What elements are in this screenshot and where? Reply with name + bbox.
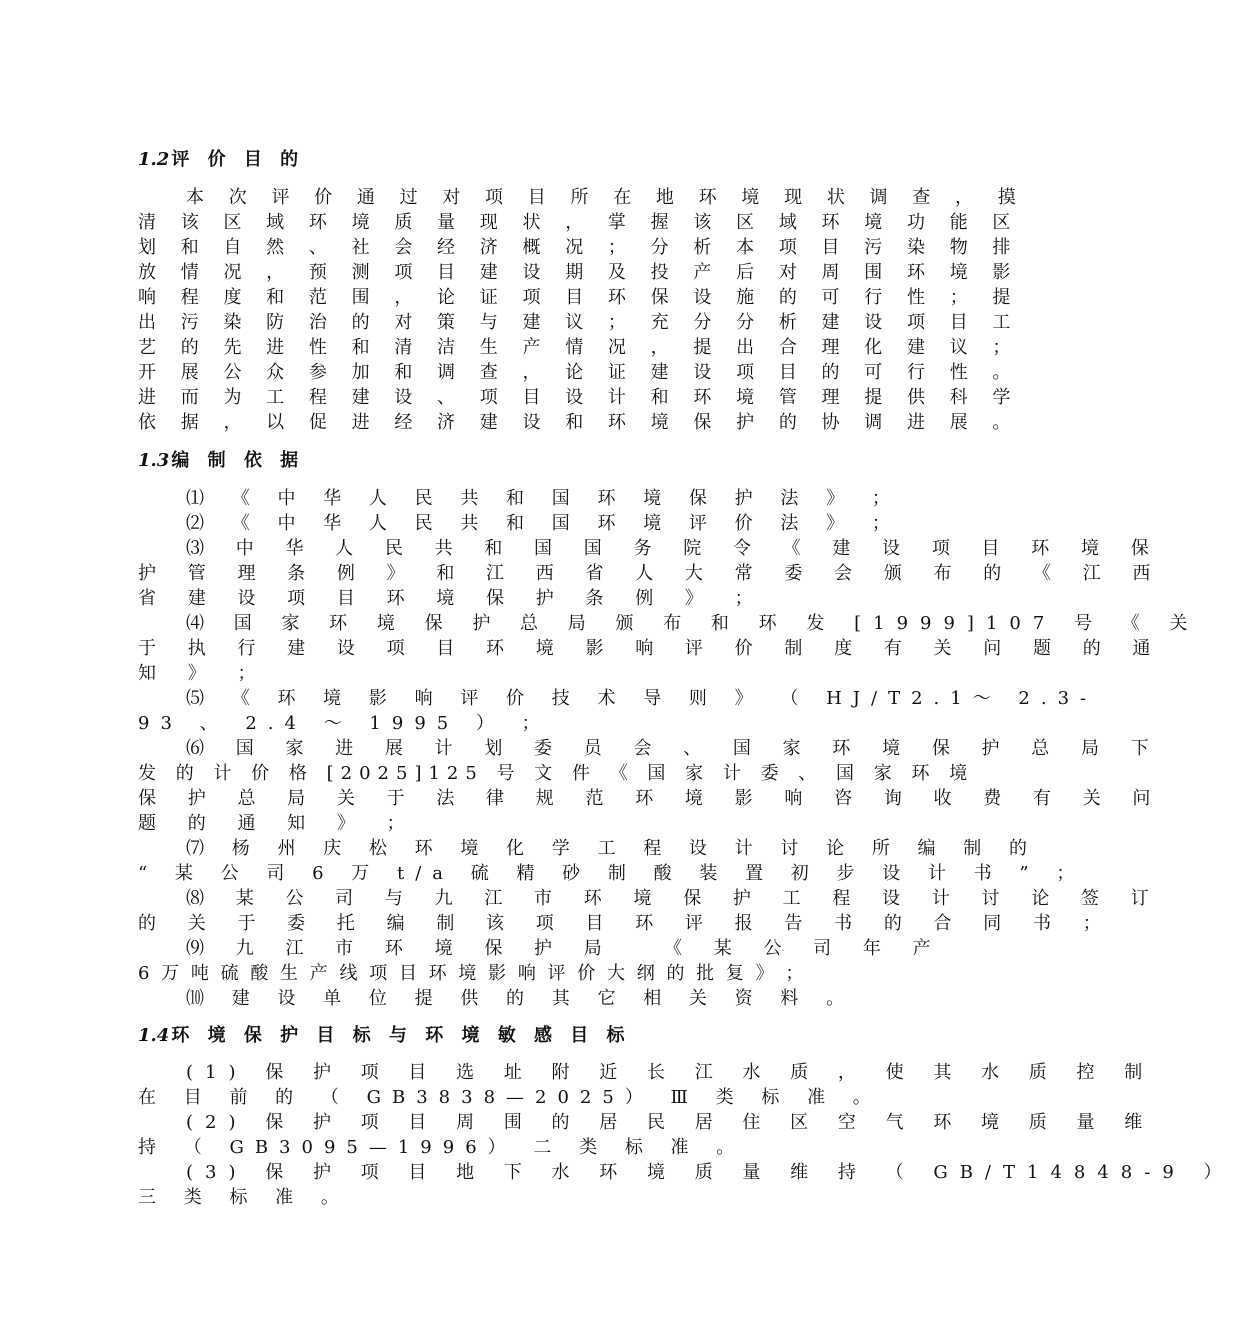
paragraph-line: 本 次 评 价 通 过 对 项 目 所 在 地 环 境 现 状 调 查 ， 摸 bbox=[186, 187, 1026, 208]
list-item: ⑽ 建 设 单 位 提 供 的 其 它 相 关 资 料 。 bbox=[186, 988, 856, 1009]
list-item: ⑹ 国 家 进 展 计 划 委 员 会 、 国 家 环 境 保 护 总 局 下 bbox=[186, 738, 1162, 759]
list-item: ⑷ 国 家 环 境 保 护 总 局 颁 布 和 环 发 [1999]107 号 《 关 bbox=[186, 613, 1200, 634]
list-item-cont: 三 类 标 准 。 bbox=[138, 1187, 350, 1208]
list-item: ⑶ 中 华 人 民 共 和 国 国 务 院 令 《 建 设 项 目 环 境 保 bbox=[186, 538, 1162, 559]
list-item-cont: 省 建 设 项 目 环 境 保 护 条 例 》 ； bbox=[138, 588, 766, 609]
section-title: 评 价 目 的 bbox=[171, 149, 305, 170]
list-item-cont: 发 的 计 价 格 [2025]125 号 文 件 《 国 家 计 委 、 国 家 环 境 bbox=[138, 763, 975, 784]
list-item-cont: 6 万 吨 硫 酸 生 产 线 项 目 环 境 影 响 评 价 大 纲 的 批 复 》 ； bbox=[138, 963, 807, 984]
paragraph-line: 响 程 度 和 范 围 ， 论 证 项 目 环 保 设 施 的 可 行 性 ； 提 bbox=[138, 287, 1020, 308]
list-item-cont: 保 护 总 局 关 于 法 律 规 范 环 境 影 响 咨 询 收 费 有 关 问 bbox=[138, 788, 1164, 809]
list-item: (2) 保 护 项 目 周 围 的 居 民 居 住 区 空 气 环 境 质 量 维 bbox=[186, 1112, 1155, 1133]
list-item: ⑺ 杨 州 庆 松 环 境 化 学 工 程 设 计 讨 论 所 编 制 的 bbox=[186, 838, 1038, 859]
list-item-cont: 的 关 于 委 托 编 制 该 项 目 环 评 报 告 书 的 合 同 书 ； bbox=[138, 913, 1114, 934]
section-number: 1.3 bbox=[138, 450, 170, 471]
section-title: 环 境 保 护 目 标 与 环 境 敏 感 目 标 bbox=[171, 1025, 631, 1046]
list-item: ⑼ 九 江 市 环 境 保 护 局 bbox=[186, 938, 615, 959]
paragraph-line: 进 而 为 工 程 建 设 、 项 目 设 计 和 环 境 管 理 提 供 科 学 bbox=[138, 387, 1020, 408]
list-item-cont: “ 某 公 司 6 万 t/a 硫 精 砂 制 酸 装 置 初 步 设 计 书 ” ； bbox=[138, 863, 1086, 884]
list-item-cont: 93 、 2.4 ～ 1995 ） ； bbox=[138, 713, 551, 734]
paragraph-line: 放 情 况 ， 预 测 项 目 建 设 期 及 投 产 后 对 周 围 环 境 影 bbox=[138, 262, 1020, 283]
list-item-cont: 知 》 ； bbox=[138, 663, 269, 684]
paragraph-line: 依 据 ， 以 促 进 经 济 建 设 和 环 境 保 护 的 协 调 进 展 。 bbox=[138, 412, 1020, 433]
paragraph-line: 划 和 自 然 、 社 会 经 济 概 况 ； 分 析 本 项 目 污 染 物 排 bbox=[138, 237, 1020, 258]
section-number: 1.4 bbox=[138, 1025, 170, 1046]
list-item: ⑵ 《 中 华 人 民 共 和 国 环 境 评 价 法 》 ； bbox=[186, 513, 901, 534]
list-item-cont: 题 的 通 知 》 ； bbox=[138, 813, 418, 834]
list-item: ⑻ 某 公 司 与 九 江 市 环 境 保 护 工 程 设 计 讨 论 签 订 bbox=[186, 888, 1162, 909]
list-item-cont: 护 管 理 条 例 》 和 江 西 省 人 大 常 委 会 颁 布 的 《 江 西 bbox=[138, 563, 1164, 584]
paragraph-line: 开 展 公 众 参 加 和 调 查 ， 论 证 建 设 项 目 的 可 行 性 。 bbox=[138, 362, 1020, 383]
section-heading-1-3 bbox=[138, 449, 304, 473]
list-item: ⑴ 《 中 华 人 民 共 和 国 环 境 保 护 法 》 ； bbox=[186, 488, 901, 509]
section-title: 编 制 依 据 bbox=[171, 450, 305, 471]
section-number: 1.2 bbox=[138, 149, 170, 170]
list-item-cont: 在 目 前 的 （ GB3838—2025） Ⅲ 类 标 准 。 bbox=[138, 1087, 882, 1108]
paragraph-line: 清 该 区 域 环 境 质 量 现 状 ， 掌 握 该 区 域 环 境 功 能 区 bbox=[138, 212, 1020, 233]
section-heading-1-2 bbox=[138, 148, 304, 172]
list-item: ⑸ 《 环 境 影 响 评 价 技 术 导 则 》 （ HJ/T2.1～ 2.3- bbox=[186, 688, 1098, 709]
list-item-cont: 持 （ GB3095—1996） 二 类 标 准 。 bbox=[138, 1137, 746, 1158]
list-item-right: 《 某 公 司 年 产 bbox=[664, 938, 944, 959]
section-heading-1-4 bbox=[138, 1024, 631, 1048]
list-item: (3) 保 护 项 目 地 下 水 环 境 质 量 维 持 （ GB/T14848-9 ） bbox=[186, 1162, 1234, 1183]
paragraph-line: 艺 的 先 进 性 和 清 洁 生 产 情 况 ， 提 出 合 理 化 建 议 ； bbox=[138, 337, 1020, 358]
list-item-cont: 于 执 行 建 设 项 目 环 境 影 响 评 价 制 度 有 关 问 题 的 通 bbox=[138, 638, 1164, 659]
list-item: (1) 保 护 项 目 选 址 附 近 长 江 水 质 ， 使 其 水 质 控 制 bbox=[186, 1062, 1155, 1083]
paragraph-line: 出 污 染 防 治 的 对 策 与 建 议 ； 充 分 分 析 建 设 项 目 工 bbox=[138, 312, 1020, 333]
